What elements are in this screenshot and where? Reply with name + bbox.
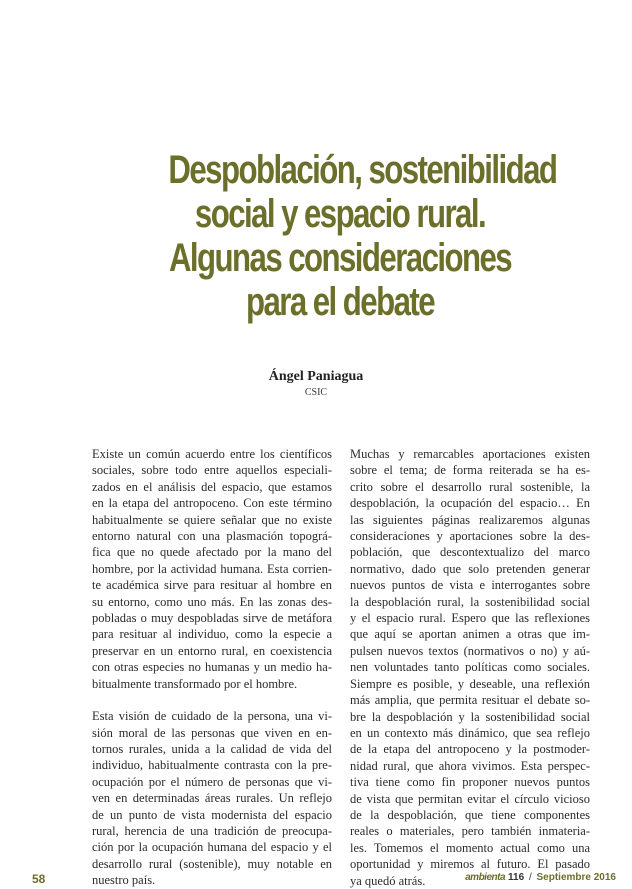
text-line: pulsen nuevos textos (normativos o no) y aú-	[350, 643, 590, 658]
text-line: rural, herencia de una tradición de preocupa-	[92, 823, 332, 838]
text-line: con otras especies no humanas y un medio ha-	[92, 660, 332, 675]
title-line: Despoblación, sostenibilidad	[168, 148, 557, 192]
text-line: consideraciones y aportaciones sobre la des-	[350, 529, 590, 544]
text-line: ción por la ocupación humana del espacio y el	[92, 840, 332, 855]
magazine-logo: ambienta	[465, 872, 506, 883]
text-line: entorno natural con una plasmación topográ-	[92, 529, 332, 544]
footer-separator: /	[528, 872, 532, 883]
text-line: de la despoblación, que tiene componentes	[350, 807, 590, 822]
issue-number: 116	[508, 872, 525, 883]
text-line: pobladas o muy despobladas sirve de metáfora	[92, 611, 332, 626]
right-column	[350, 446, 590, 889]
text-line: ya quedó atrás.	[350, 873, 426, 888]
text-line: en un contexto más dinámico, que sea reflejo	[350, 725, 590, 740]
text-line: nidad rural, que ahora vivimos. Esta perspec-	[350, 758, 590, 773]
text-line: les. Tomemos el momento actual como una	[350, 840, 590, 855]
text-line: hombre, por la actividad humana. Esta corrien-	[92, 561, 332, 576]
text-line: bitualmente transformado por el hombre.	[92, 676, 298, 691]
text-line: su entorno, como uno más. En las zonas des-	[92, 594, 332, 609]
text-line: fica que no quede afectado por la mano del	[92, 545, 332, 560]
paragraph	[350, 446, 590, 889]
text-line: las siguientes páginas realizaremos algunas	[350, 512, 590, 527]
text-line: individuo, habitualmente contrasta con la pre-	[92, 758, 332, 773]
issue-date: Septiembre 2016	[536, 872, 616, 883]
text-line: en la etapa del antropoceno. Con este término	[92, 496, 332, 511]
text-line: Esta visión de cuidado de la persona, una vi-	[92, 709, 332, 724]
text-line: preservar en un entorno rural, en coexistencia	[92, 643, 332, 658]
text-line: ven en determinadas áreas rurales. Un reflejo	[92, 791, 332, 806]
text-line: de la etapa del antropoceno y la postmoder-	[350, 742, 590, 757]
text-line: Muchas y remarcables aportaciones existen	[350, 447, 590, 461]
text-line: de vista que permitan evitar el círculo vicioso	[350, 791, 590, 806]
text-line: desarrollo rural (sostenible), muy notable en	[92, 856, 332, 871]
footer-masthead	[465, 872, 616, 883]
title-line: Algunas consideraciones	[168, 236, 512, 280]
title-line: social y espacio rural.	[194, 192, 486, 236]
title-line: para el debate	[245, 280, 434, 324]
text-line: nen voluntades tanto políticas como sociales.	[350, 660, 590, 675]
text-line: y el espacio rural. Espero que las reflexiones	[350, 611, 590, 626]
text-line: despoblación, la ocupación del espacio… En	[350, 496, 590, 511]
text-line: tornos rurales, unida a la calidad de vida del	[92, 741, 332, 756]
paragraph	[92, 708, 332, 888]
author-affiliation: CSIC	[304, 387, 328, 398]
text-line: nuevos puntos de vista e interrogantes sobre	[350, 578, 590, 593]
text-line: normativo, dado que solo pretenden generar	[350, 561, 590, 576]
text-line: ocupación por el número de personas que vi-	[92, 774, 332, 789]
left-column	[92, 446, 332, 889]
text-line: tiva tiene como fin proponer nuevos puntos	[350, 775, 590, 790]
text-line: población, que descontextualizo del marco	[350, 545, 590, 560]
text-line: sobre el tema; de forma reiterada se ha es-	[350, 463, 590, 478]
text-line: zados en el análisis del espacio, que estamos	[92, 479, 332, 494]
text-line: nuestro país.	[92, 873, 156, 888]
text-line: Existe un común acuerdo entre los científicos	[92, 447, 332, 461]
author-name: Ángel Paniagua	[268, 369, 364, 384]
text-line: más amplia, que permita resituar el debate so-	[350, 693, 590, 708]
text-line: la despoblación rural, la sostenibilidad social	[350, 594, 590, 609]
text-line: de un punto de vista modernista del espacio	[92, 807, 332, 822]
text-line: reales o materiales, pero también inmateria-	[350, 824, 590, 839]
text-line: para resituar al individuo, como la especie a	[92, 627, 332, 642]
text-line: Siempre es posible, y deseable, una reflexión	[350, 676, 590, 691]
text-line: que aquí se aportan animen a otras que im-	[350, 627, 590, 642]
article-title	[168, 148, 557, 324]
text-line: bre la despoblación y la sostenibilidad social	[350, 709, 590, 724]
text-line: oportunidad y miremos al futuro. El pasado	[350, 857, 590, 872]
text-line: habitualmente se quiere señalar que no existe	[92, 512, 332, 527]
page-number: 58	[32, 872, 46, 886]
text-line: sión moral de las personas que viven en en-	[92, 725, 332, 740]
text-line: sociales, sobre todo entre aquellos especiali-	[92, 463, 332, 478]
paragraph	[92, 446, 332, 692]
text-line: crito sobre el desarrollo rural sostenible, la	[350, 479, 590, 494]
text-line: te académica sirve para resituar al hombre en	[92, 578, 332, 593]
